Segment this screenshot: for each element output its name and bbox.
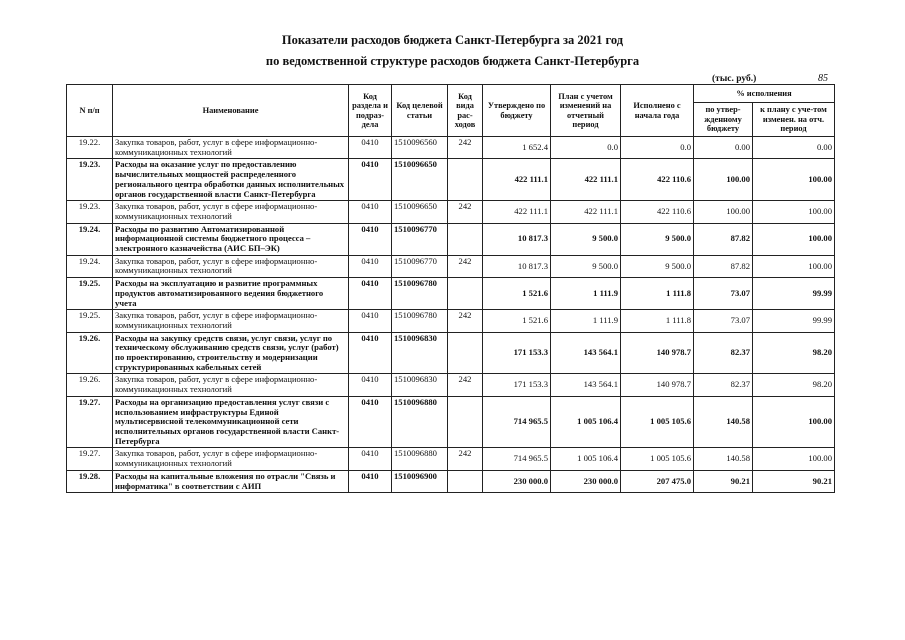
row-target-code: 1510096560 — [392, 137, 448, 159]
row-target-code: 1510096770 — [392, 255, 448, 277]
row-kind-code: 242 — [448, 374, 483, 396]
col-header-approved: Утверждено по бюджету — [483, 85, 551, 137]
row-section-code: 0410 — [349, 137, 392, 159]
row-pct-approved: 73.07 — [694, 310, 753, 332]
col-header-name: Наименование — [113, 85, 349, 137]
table-row — [67, 448, 835, 470]
row-pct-approved: 140.58 — [694, 448, 753, 470]
row-name: Расходы на организацию предоставления услуг связи с использованием инфраструктуры Единой мультисервисной телекоммуникационной сети исполнительных органов государственной власти Санкт-Петербурга — [113, 396, 349, 448]
row-kind-code — [448, 396, 483, 448]
row-plan: 422 111.1 — [551, 201, 621, 223]
col-header-pct-approved: по утвер-жденному бюджету — [694, 103, 753, 137]
row-number: 19.28. — [67, 470, 113, 492]
row-name: Закупка товаров, работ, услуг в сфере информационно-коммуникационных технологий — [113, 310, 349, 332]
row-kind-code — [448, 332, 483, 374]
row-approved: 10 817.3 — [483, 223, 551, 255]
row-plan: 143 564.1 — [551, 374, 621, 396]
col-header-plan: План с учетом изменений на отчетный период — [551, 85, 621, 137]
table-row — [67, 255, 835, 277]
row-pct-plan: 0.00 — [753, 137, 835, 159]
row-kind-code — [448, 470, 483, 492]
row-name: Закупка товаров, работ, услуг в сфере информационно-коммуникационных технологий — [113, 137, 349, 159]
page-number: 85 — [818, 73, 828, 84]
row-pct-approved: 87.82 — [694, 255, 753, 277]
row-approved: 10 817.3 — [483, 255, 551, 277]
row-target-code: 1510096780 — [392, 278, 448, 310]
row-approved: 714 965.5 — [483, 396, 551, 448]
row-pct-approved: 82.37 — [694, 332, 753, 374]
row-section-code: 0410 — [349, 255, 392, 277]
row-target-code: 1510096830 — [392, 374, 448, 396]
row-pct-plan: 99.99 — [753, 278, 835, 310]
col-header-kind: Код вида рас-ходов — [448, 85, 483, 137]
row-approved: 422 111.1 — [483, 201, 551, 223]
row-number: 19.24. — [67, 255, 113, 277]
row-kind-code: 242 — [448, 310, 483, 332]
row-plan: 1 005 106.4 — [551, 448, 621, 470]
row-number: 19.27. — [67, 396, 113, 448]
units-label: (тыс. руб.) — [712, 74, 757, 84]
col-header-target: Код целевой статьи — [392, 85, 448, 137]
row-executed: 1 111.8 — [621, 310, 694, 332]
table-row — [67, 137, 835, 159]
row-executed: 0.0 — [621, 137, 694, 159]
row-pct-plan: 98.20 — [753, 332, 835, 374]
table-row — [67, 278, 835, 310]
row-target-code: 1510096650 — [392, 159, 448, 201]
row-kind-code: 242 — [448, 201, 483, 223]
col-header-pct-plan: к плану с уче-том изменен. на отч. период — [753, 103, 835, 137]
row-section-code: 0410 — [349, 201, 392, 223]
row-target-code: 1510096880 — [392, 448, 448, 470]
row-number: 19.23. — [67, 201, 113, 223]
row-pct-plan: 100.00 — [753, 223, 835, 255]
row-target-code: 1510096780 — [392, 310, 448, 332]
row-name: Закупка товаров, работ, услуг в сфере информационно-коммуникационных технологий — [113, 201, 349, 223]
row-pct-plan: 100.00 — [753, 448, 835, 470]
row-pct-plan: 100.00 — [753, 255, 835, 277]
row-target-code: 1510096770 — [392, 223, 448, 255]
row-executed: 140 978.7 — [621, 374, 694, 396]
row-target-code: 1510096830 — [392, 332, 448, 374]
row-plan: 422 111.1 — [551, 159, 621, 201]
row-pct-approved: 82.37 — [694, 374, 753, 396]
row-section-code: 0410 — [349, 223, 392, 255]
table-row — [67, 396, 835, 448]
row-plan: 9 500.0 — [551, 255, 621, 277]
row-section-code: 0410 — [349, 310, 392, 332]
row-pct-plan: 100.00 — [753, 159, 835, 201]
row-approved: 171 153.3 — [483, 374, 551, 396]
row-name: Расходы на эксплуатацию и развитие программных продуктов автоматизированного ведения бюджетного учета — [113, 278, 349, 310]
row-executed: 1 005 105.6 — [621, 448, 694, 470]
row-number: 19.26. — [67, 374, 113, 396]
table-row — [67, 470, 835, 492]
row-name: Закупка товаров, работ, услуг в сфере информационно-коммуникационных технологий — [113, 255, 349, 277]
table-row — [67, 332, 835, 374]
row-pct-approved: 0.00 — [694, 137, 753, 159]
row-pct-plan: 98.20 — [753, 374, 835, 396]
row-section-code: 0410 — [349, 470, 392, 492]
row-executed: 9 500.0 — [621, 223, 694, 255]
row-executed: 207 475.0 — [621, 470, 694, 492]
row-kind-code: 242 — [448, 255, 483, 277]
report-title-line2: по ведомственной структуре расходов бюджета Санкт-Петербурга — [265, 54, 640, 68]
row-pct-approved: 100.00 — [694, 201, 753, 223]
budget-table — [66, 84, 835, 493]
row-kind-code: 242 — [448, 137, 483, 159]
row-number: 19.24. — [67, 223, 113, 255]
row-executed: 422 110.6 — [621, 201, 694, 223]
row-kind-code — [448, 159, 483, 201]
row-pct-approved: 73.07 — [694, 278, 753, 310]
row-name: Расходы на оказание услуг по предоставлению вычислительных мощностей распределенного регионального центра обработки данных исполнительных органов государственной власти Санкт-Петербурга — [113, 159, 349, 201]
row-number: 19.25. — [67, 278, 113, 310]
row-target-code: 1510096880 — [392, 396, 448, 448]
row-approved: 1 521.6 — [483, 310, 551, 332]
row-kind-code — [448, 223, 483, 255]
row-pct-plan: 100.00 — [753, 201, 835, 223]
row-name: Расходы по развитию Автоматизированной информационной системы бюджетного процесса – электронного казначейства (АИС БП–ЭК) — [113, 223, 349, 255]
row-pct-approved: 140.58 — [694, 396, 753, 448]
row-approved: 1 652.4 — [483, 137, 551, 159]
row-plan: 1 005 106.4 — [551, 396, 621, 448]
table-row — [67, 223, 835, 255]
row-target-code: 1510096900 — [392, 470, 448, 492]
row-name: Закупка товаров, работ, услуг в сфере информационно-коммуникационных технологий — [113, 448, 349, 470]
row-pct-plan: 100.00 — [753, 396, 835, 448]
table-row — [67, 310, 835, 332]
row-plan: 9 500.0 — [551, 223, 621, 255]
row-name: Закупка товаров, работ, услуг в сфере информационно-коммуникационных технологий — [113, 374, 349, 396]
row-name: Расходы на капитальные вложения по отрасли "Связь и информатика" в соответствии с АИП — [113, 470, 349, 492]
row-executed: 140 978.7 — [621, 332, 694, 374]
row-number: 19.22. — [67, 137, 113, 159]
row-name: Расходы на закупку средств связи, услуг связи, услуг по техническому обслуживанию средств связи, услуг (работ) по проектированию, строительству и модернизации структурированных кабельных сетей — [113, 332, 349, 374]
row-pct-plan: 99.99 — [753, 310, 835, 332]
row-executed: 9 500.0 — [621, 255, 694, 277]
row-pct-approved: 87.82 — [694, 223, 753, 255]
row-plan: 1 111.9 — [551, 278, 621, 310]
row-approved: 230 000.0 — [483, 470, 551, 492]
row-number: 19.27. — [67, 448, 113, 470]
table-row — [67, 374, 835, 396]
col-header-executed: Исполнено с начала года — [621, 85, 694, 137]
table-row — [67, 201, 835, 223]
row-executed: 422 110.6 — [621, 159, 694, 201]
row-kind-code — [448, 278, 483, 310]
col-header-num: N п/п — [67, 85, 113, 137]
report-title-line1: Показатели расходов бюджета Санкт-Петербурга за 2021 год — [281, 33, 624, 47]
row-section-code: 0410 — [349, 159, 392, 201]
row-plan: 1 111.9 — [551, 310, 621, 332]
row-target-code: 1510096650 — [392, 201, 448, 223]
row-number: 19.25. — [67, 310, 113, 332]
col-header-section: Код раздела и подраз-дела — [349, 85, 392, 137]
row-approved: 422 111.1 — [483, 159, 551, 201]
row-executed: 1 111.8 — [621, 278, 694, 310]
row-plan: 143 564.1 — [551, 332, 621, 374]
row-pct-approved: 90.21 — [694, 470, 753, 492]
col-header-pct-group: % исполнения — [694, 85, 835, 103]
row-number: 19.26. — [67, 332, 113, 374]
row-approved: 171 153.3 — [483, 332, 551, 374]
table-row — [67, 159, 835, 201]
row-pct-approved: 100.00 — [694, 159, 753, 201]
row-executed: 1 005 105.6 — [621, 396, 694, 448]
row-section-code: 0410 — [349, 332, 392, 374]
row-number: 19.23. — [67, 159, 113, 201]
row-approved: 1 521.6 — [483, 278, 551, 310]
row-section-code: 0410 — [349, 278, 392, 310]
row-kind-code: 242 — [448, 448, 483, 470]
row-section-code: 0410 — [349, 448, 392, 470]
row-plan: 0.0 — [551, 137, 621, 159]
row-plan: 230 000.0 — [551, 470, 621, 492]
row-pct-plan: 90.21 — [753, 470, 835, 492]
row-section-code: 0410 — [349, 396, 392, 448]
row-section-code: 0410 — [349, 374, 392, 396]
row-approved: 714 965.5 — [483, 448, 551, 470]
